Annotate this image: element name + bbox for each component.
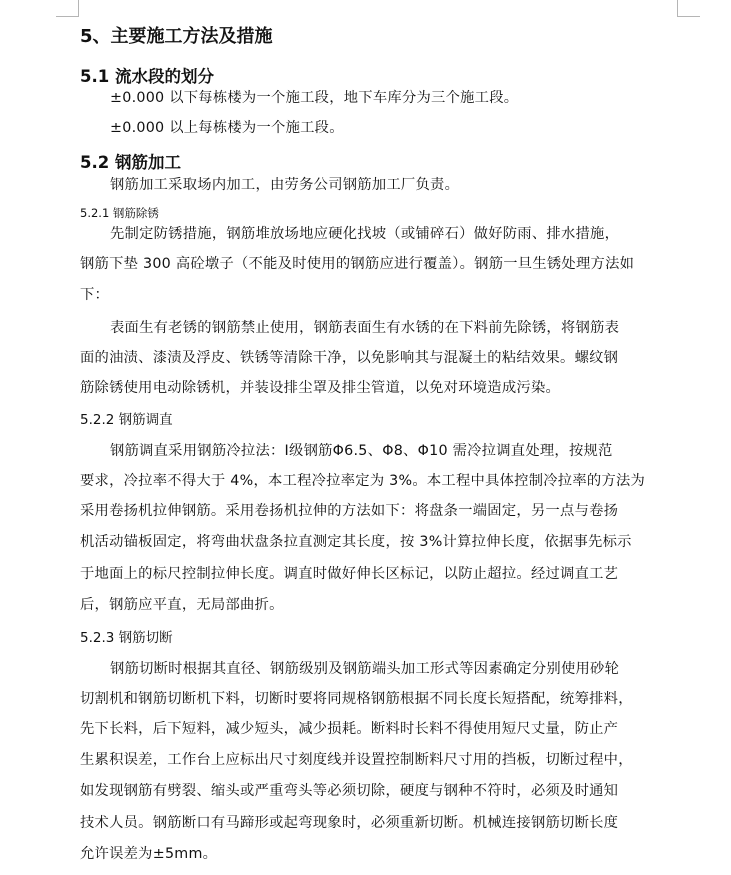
heading-main: 5、主要施工方法及措施 — [80, 26, 273, 47]
text-line: 先下长料，后下短料，减少短头，减少损耗。断料时长料不得使用短尺丈量，防止产 — [80, 721, 619, 737]
text-line: ±0.000 以下每栋楼为一个施工段，地下车库分为三个施工段。 — [110, 90, 519, 106]
text-line: 先制定防锈措施，钢筋堆放场地应硬化找坡（或铺碎石）做好防雨、排水措施， — [110, 226, 620, 242]
text-line: 筋除锈使用电动除锈机，并装设排尘罩及排尘管道，以免对环境造成污染。 — [80, 380, 561, 396]
text-line: 钢筋切断时根据其直径、钢筋级别及钢筋端头加工形式等因素确定分别使用砂轮 — [110, 661, 620, 677]
heading-5-2: 5.2 钢筋加工 — [80, 153, 181, 172]
heading-5-1: 5.1 流水段的划分 — [80, 67, 214, 86]
text-line: ±0.000 以上每栋楼为一个施工段。 — [110, 120, 344, 136]
text-line: 钢筋加工采取场内加工，由劳务公司钢筋加工厂负责。 — [110, 177, 460, 193]
corner-mark-top-right — [677, 0, 700, 17]
heading-5-2-2: 5.2.2 钢筋调直 — [80, 412, 173, 428]
text-line: 机活动锚板固定，将弯曲状盘条拉直测定其长度，按 3%计算拉伸长度，依据事先标示 — [80, 534, 632, 550]
text-line: 后，钢筋应平直，无局部曲折。 — [80, 597, 284, 613]
heading-5-2-3: 5.2.3 钢筋切断 — [80, 630, 173, 646]
text-line: 允许误差为±5mm。 — [80, 846, 218, 862]
text-line: 钢筋调直采用钢筋冷拉法：Ⅰ级钢筋Φ6.5、Φ8、Φ10 需冷拉调直处理，按规范 — [110, 443, 613, 459]
text-line: 采用卷扬机拉伸钢筋。采用卷扬机拉伸的方法如下：将盘条一端固定，另一点与卷扬 — [80, 503, 619, 519]
text-line: 要求，冷拉率不得大于 4%，本工程冷拉率定为 3%。本工程中具体控制冷拉率的方法为 — [80, 473, 646, 489]
text-line: 如发现钢筋有劈裂、缩头或严重弯头等必须切除，硬度与钢种不符时，必须及时通知 — [80, 783, 619, 799]
heading-5-2-1: 5.2.1 钢筋除锈 — [80, 206, 159, 220]
text-line: 切割机和钢筋切断机下料，切断时要将同规格钢筋根据不同长度长短搭配，统筹排料， — [80, 691, 633, 707]
text-line: 表面生有老锈的钢筋禁止使用，钢筋表面生有水锈的在下料前先除锈，将钢筋表 — [110, 320, 620, 336]
text-line: 于地面上的标尺控制拉伸长度。调直时做好伸长区标记，以防止超拉。经过调直工艺 — [80, 566, 619, 582]
text-line: 面的油渍、漆渍及浮皮、铁锈等清除干净，以免影响其与混凝土的粘结效果。螺纹钢 — [80, 350, 619, 366]
text-line: 技术人员。钢筋断口有马蹄形或起弯现象时，必须重新切断。机械连接钢筋切断长度 — [80, 815, 619, 831]
text-line: 下： — [80, 287, 110, 303]
text-line: 生累积误差，工作台上应标出尺寸刻度线并设置控制断料尺寸用的挡板，切断过程中， — [80, 752, 633, 768]
corner-mark-top-left — [56, 0, 79, 17]
text-line: 钢筋下垫 300 高砼墩子（不能及时使用的钢筋应进行覆盖）。钢筋一旦生锈处理方法如 — [80, 256, 635, 272]
